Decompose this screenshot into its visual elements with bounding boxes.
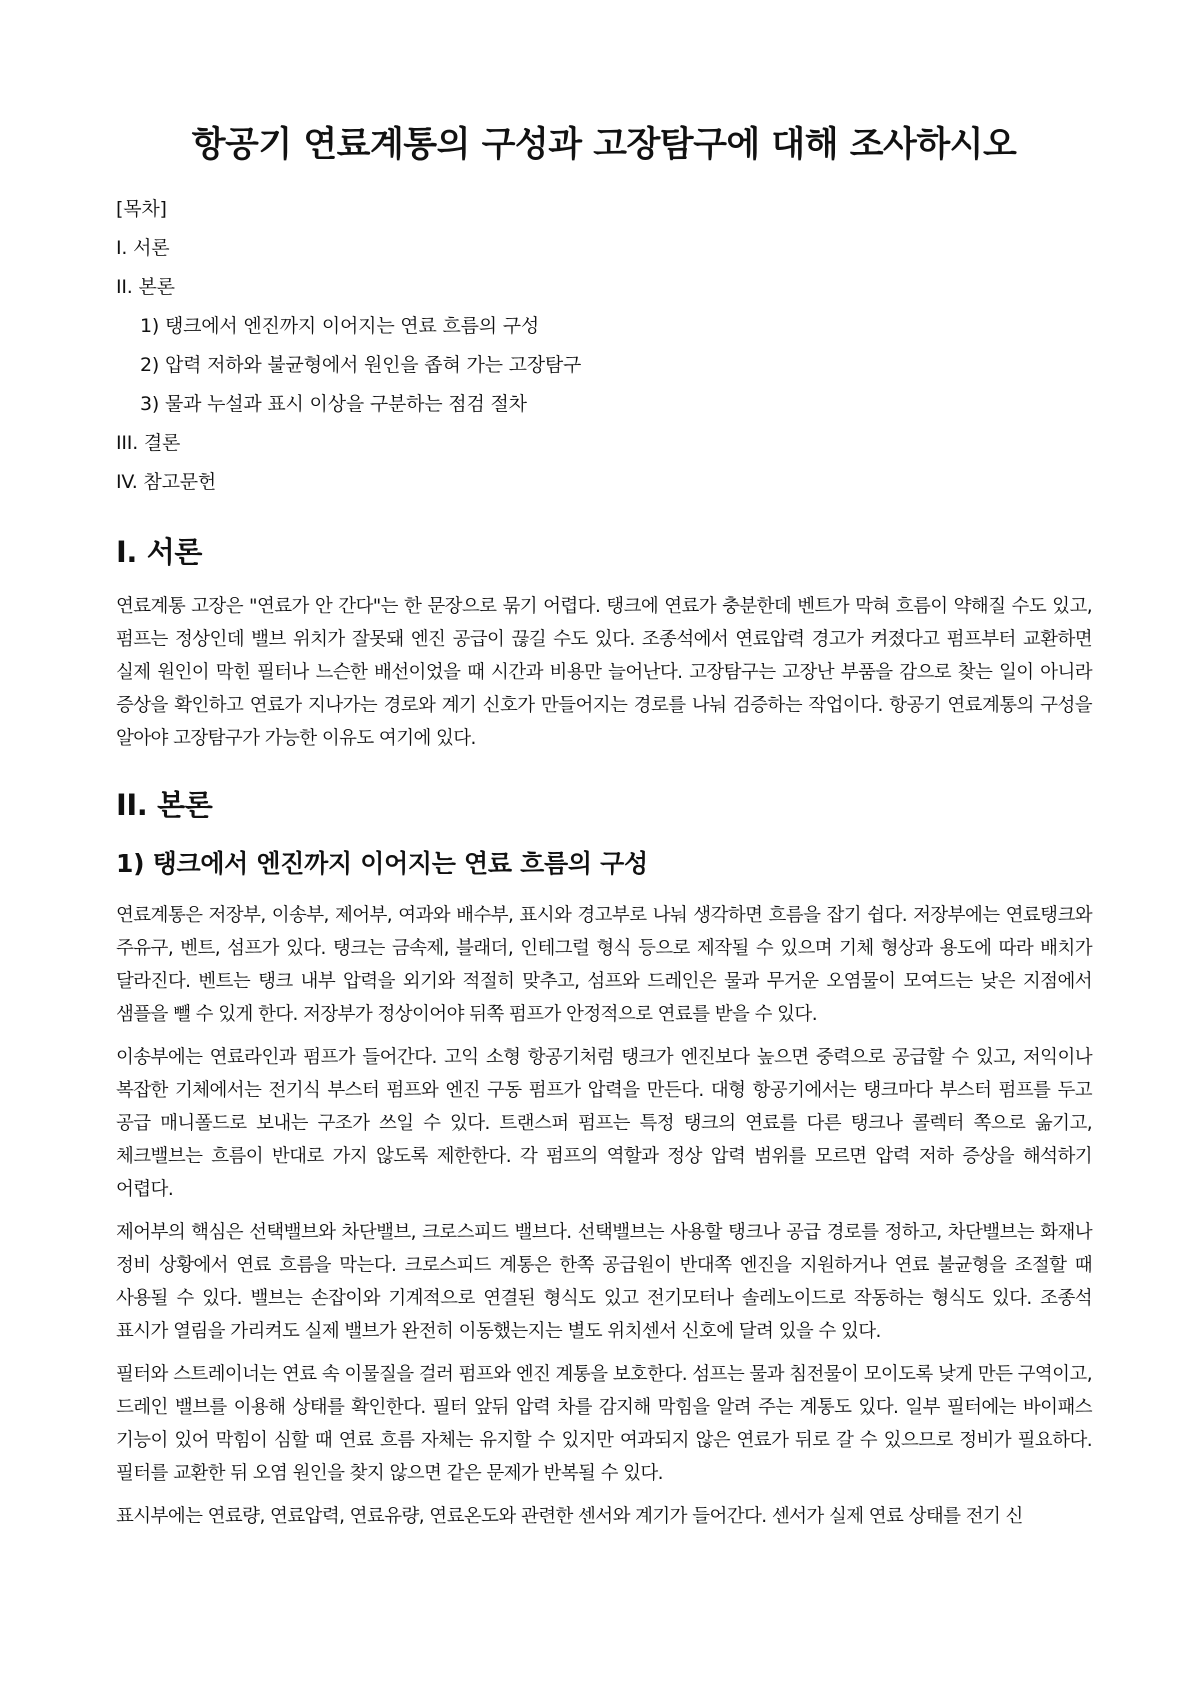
section-heading-body: II. 본론 [116,788,213,822]
subsection-heading-fuel-flow: 1) 탱크에서 엔진까지 이어지는 연료 흐름의 구성 [116,849,648,878]
toc-item-body-3: 3) 물과 누설과 표시 이상을 구분하는 점검 절차 [140,393,527,415]
toc-item-body-2: 2) 압력 저하와 불균형에서 원인을 좁혀 가는 고장탐구 [140,354,582,376]
toc-item-intro: I. 서론 [116,237,170,259]
toc-heading: [목차] [116,198,167,220]
body-paragraph: 연료계통은 저장부, 이송부, 제어부, 여과와 배수부, 표시와 경고부로 나눠 생각하면 흐름을 잡기 쉽다. 저장부에는 연료탱크와 주유구, 벤트, 섬프가 있다. 탱크는 금속제, 블래더, 인테그럴 형식 등으로 제작될 수 있으며 기체 형상과 용도에 따라 배치가 달라진다. 벤트는 탱크 내부 압력을 외기와 적절히 맞추고, 섬프와 드레인은 물과 무거운 오염물이 모여드는 낮은 지점에서 샘플을 뺄 수 있게 한다. 저장부가 정상이어야 뒤쪽 펌프가 안정적으로 연료를 받을 수 있다. [116,905,1092,1025]
body-paragraph: 필터와 스트레이너는 연료 속 이물질을 걸러 펌프와 엔진 계통을 보호한다. 섬프는 물과 침전물이 모이도록 낮게 만든 구역이고, 드레인 밸브를 이용해 상태를 확인한다. 필터 앞뒤 압력 차를 감지해 막힘을 알려 주는 계통도 있다. 일부 필터에는 바이패스 기능이 있어 막힘이 심할 때 연료 흐름 자체는 유지할 수 있지만 여과되지 않은 연료가 뒤로 갈 수 있으므로 정비가 필요하다. 필터를 교환한 뒤 오염 원인을 찾지 않으면 같은 문제가 반복될 수 있다. [116,1364,1092,1484]
toc-item-references: IV. 참고문헌 [116,471,217,493]
section-heading-introduction: I. 서론 [116,535,202,569]
table-of-contents [116,190,1092,502]
toc-item-body: II. 본론 [116,276,175,298]
subsection-fuel-flow [116,843,1092,1533]
body-paragraph: 제어부의 핵심은 선택밸브와 차단밸브, 크로스피드 밸브다. 선택밸브는 사용할 탱크나 공급 경로를 정하고, 차단밸브는 화재나 정비 상황에서 연료 흐름을 막는다. 크로스피드 계통은 한쪽 공급원이 반대쪽 엔진을 지원하거나 연료 불균형을 조절할 때 사용될 수 있다. 밸브는 손잡이와 기계적으로 연결된 형식도 있고 전기모터나 솔레노이드로 작동하는 형식도 있다. 조종석 표시가 열림을 가리켜도 실제 밸브가 완전히 이동했는지는 별도 위치센서 신호에 달려 있을 수 있다. [116,1222,1092,1342]
section-body [116,781,1092,1533]
toc-item-body-1: 1) 탱크에서 엔진까지 이어지는 연료 흐름의 구성 [140,315,540,337]
body-paragraph: 이송부에는 연료라인과 펌프가 들어간다. 고익 소형 항공기처럼 탱크가 엔진보다 높으면 중력으로 공급할 수 있고, 저익이나 복잡한 기체에서는 전기식 부스터 펌프와 엔진 구동 펌프가 압력을 만든다. 대형 항공기에서는 탱크마다 부스터 펌프를 두고 공급 매니폴드로 보내는 구조가 쓰일 수 있다. 트랜스퍼 펌프는 특정 탱크의 연료를 다른 탱크나 콜렉터 쪽으로 옮기고, 체크밸브는 흐름이 반대로 가지 않도록 제한한다. 각 펌프의 역할과 정상 압력 범위를 모르면 압력 저하 증상을 해석하기 어렵다. [116,1047,1092,1200]
section-introduction [116,528,1092,755]
document-title: 항공기 연료계통의 구성과 고장탐구에 대해 조사하시오 [191,125,1017,165]
intro-paragraph: 연료계통 고장은 "연료가 안 간다"는 한 문장으로 묶기 어렵다. 탱크에 연료가 충분한데 벤트가 막혀 흐름이 약해질 수도 있고, 펌프는 정상인데 밸브 위치가 잘못돼 엔진 공급이 끊길 수도 있다. 조종석에서 연료압력 경고가 켜졌다고 펌프부터 교환하면 실제 원인이 막힌 필터나 느슨한 배선이었을 때 시간과 비용만 늘어난다. 고장탐구는 고장난 부품을 감으로 찾는 일이 아니라 증상을 확인하고 연료가 지나가는 경로와 계기 신호가 만들어지는 경로를 나눠 검증하는 작업이다. 항공기 연료계통의 구성을 알아야 고장탐구가 가능한 이유도 여기에 있다. [116,596,1092,749]
toc-item-conclusion: III. 결론 [116,432,181,454]
body-paragraph: 표시부에는 연료량, 연료압력, 연료유량, 연료온도와 관련한 센서와 계기가 들어간다. 센서가 실제 연료 상태를 전기 신 [116,1506,1023,1527]
